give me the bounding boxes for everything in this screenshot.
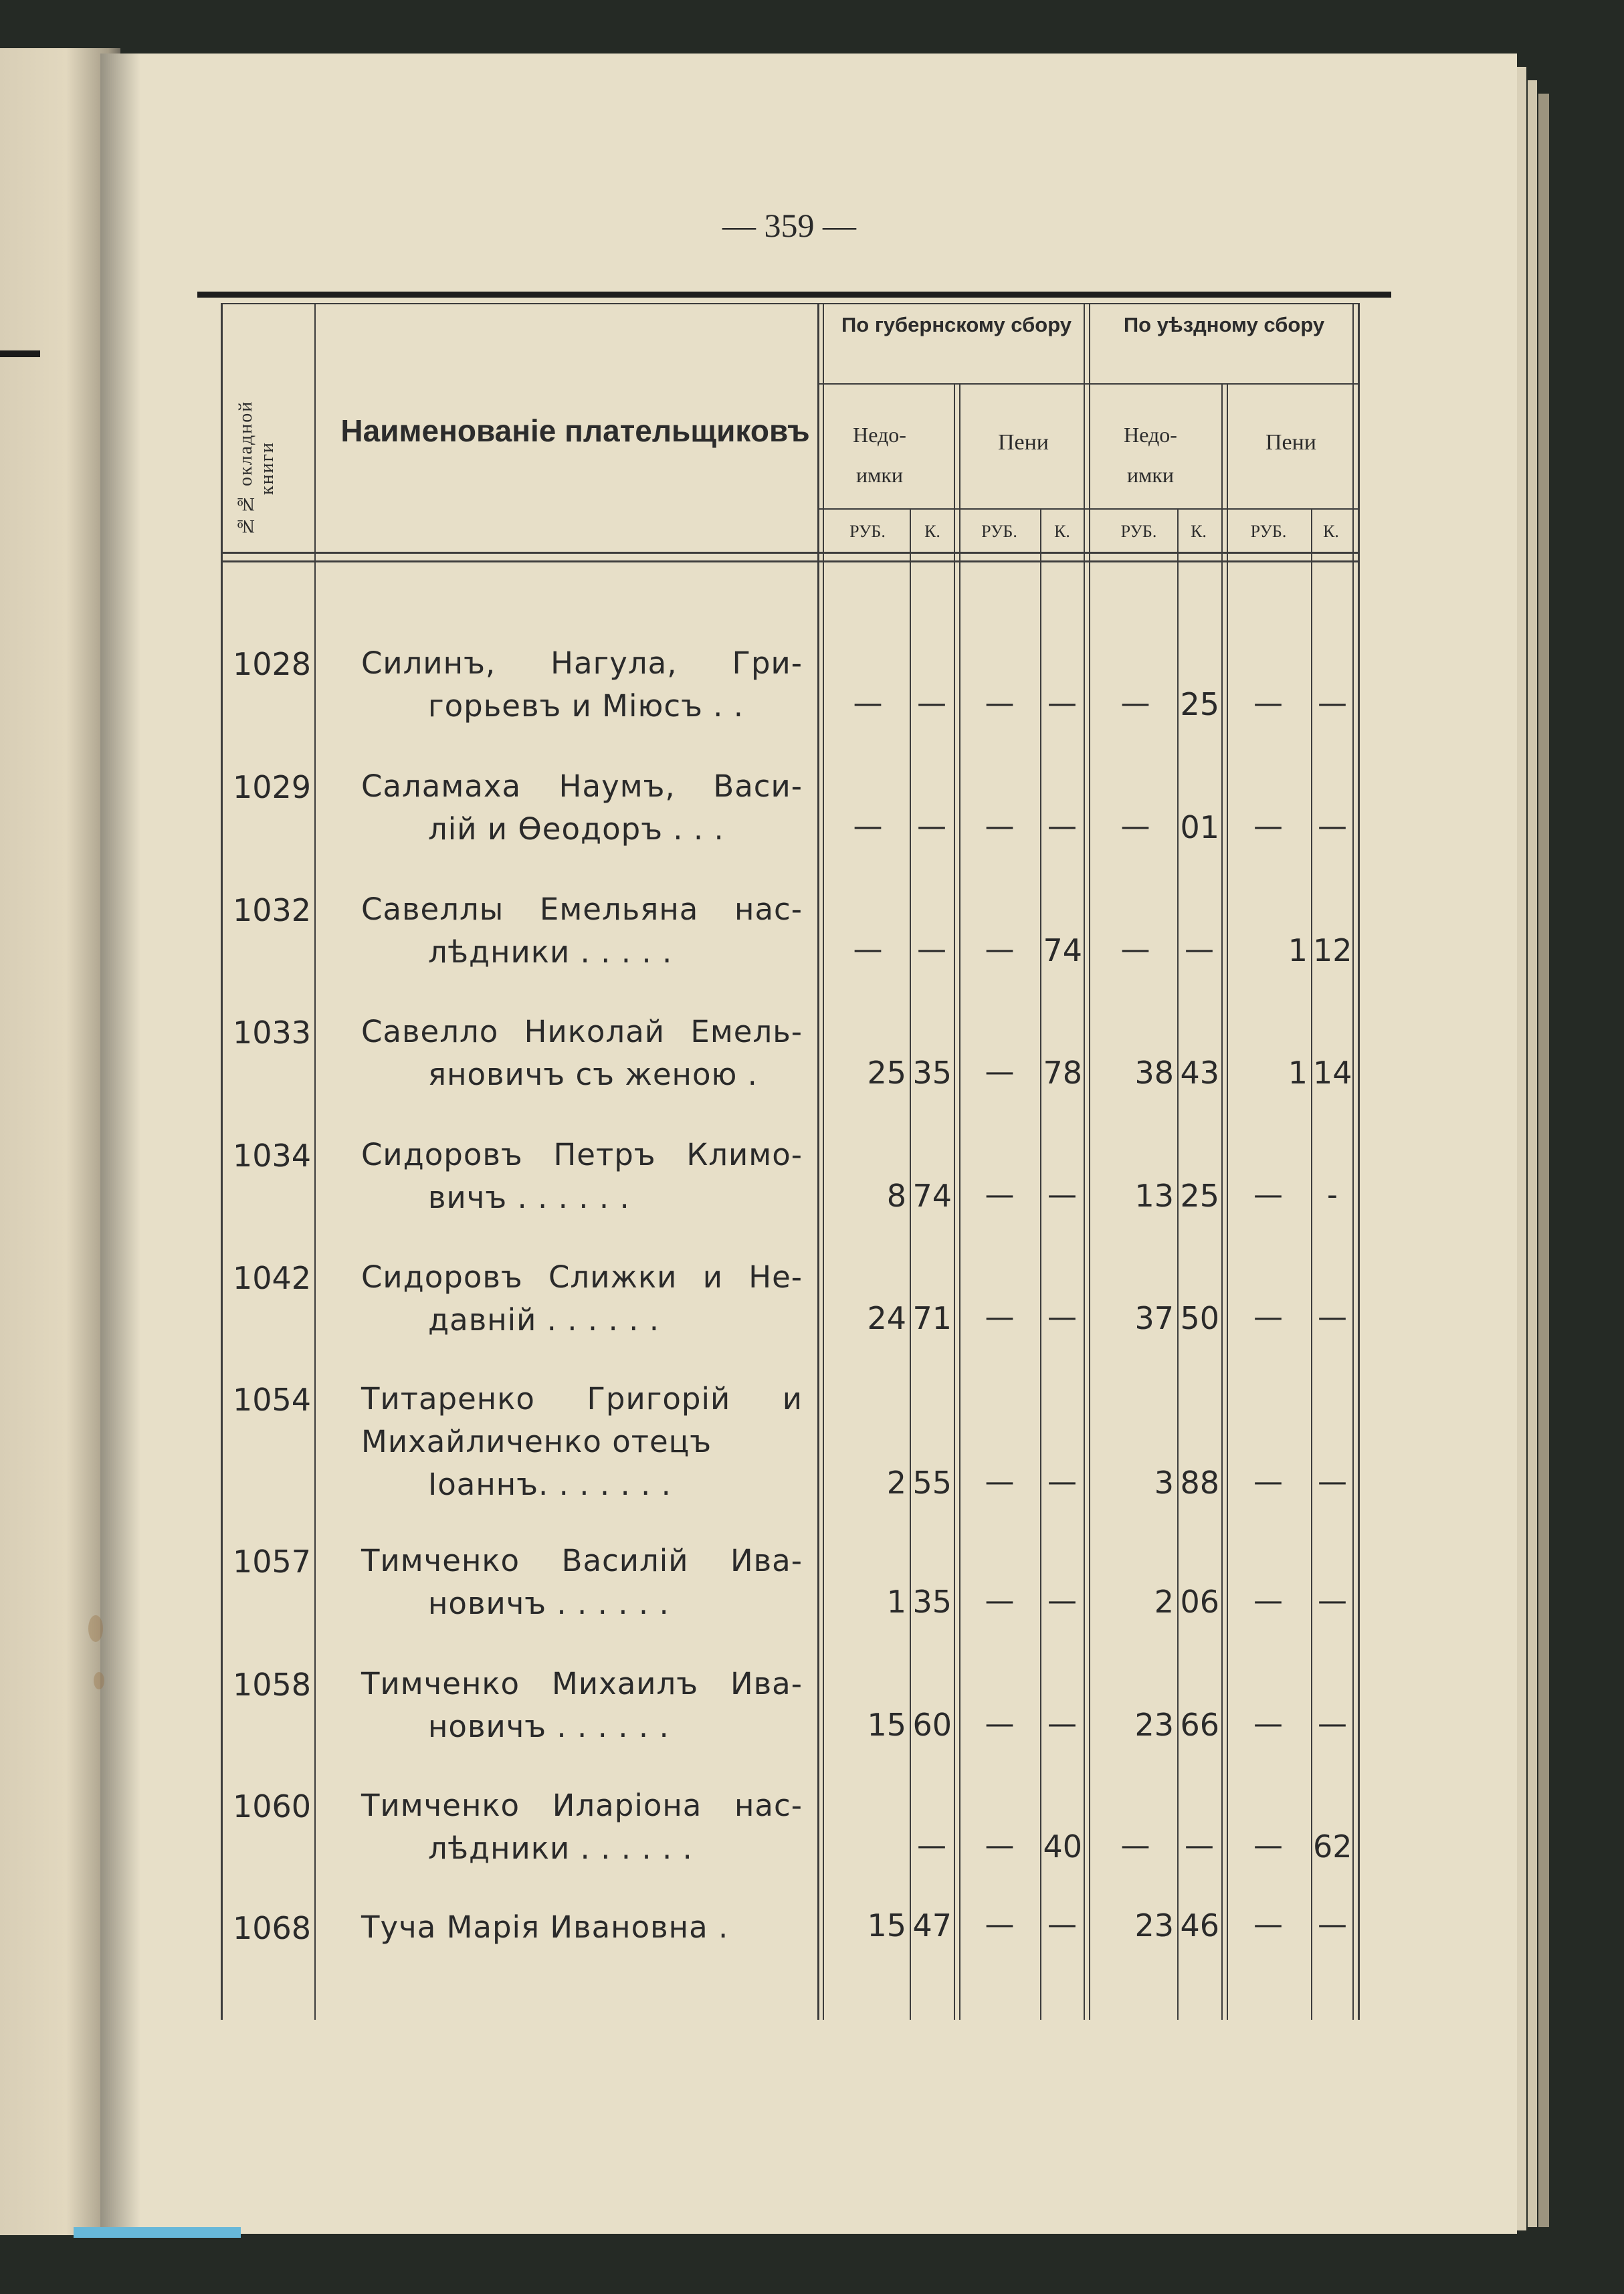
row-amount-cell: 50 bbox=[1180, 1300, 1219, 1336]
table-rule bbox=[1352, 303, 1354, 2020]
table-rule bbox=[221, 552, 1358, 554]
row-amount-cell: — bbox=[1120, 1829, 1150, 1863]
row-amount-cell: — bbox=[985, 1907, 1015, 1942]
table-rule bbox=[817, 303, 819, 2020]
row-amount-cell: 74 bbox=[1043, 932, 1082, 968]
table-rule bbox=[1084, 303, 1085, 2020]
gub-penalty-rub-header: РУБ. bbox=[981, 522, 1017, 541]
row-amount-cell: — bbox=[985, 1055, 1015, 1089]
row-payer-name: Тимченко Василій Ива- bbox=[361, 1543, 803, 1578]
row-amount-cell: — bbox=[1253, 1300, 1283, 1334]
row-payer-name: Савелло Николай Емель- bbox=[361, 1014, 803, 1049]
row-amount-cell: — bbox=[1253, 1465, 1283, 1499]
row-amount-cell: 1 bbox=[886, 1584, 906, 1620]
row-payer-name: Туча Марія Ивановна . bbox=[361, 1909, 729, 1945]
row-amount-cell: 62 bbox=[1313, 1829, 1352, 1865]
row-amount-cell: — bbox=[1318, 809, 1347, 843]
row-amount-cell: — bbox=[1047, 1465, 1077, 1499]
row-amount-cell: — bbox=[1253, 1829, 1283, 1863]
row-amount-cell: — bbox=[917, 686, 946, 720]
row-amount-cell: 40 bbox=[1043, 1829, 1082, 1865]
uezd-penalty-kop-header: К. bbox=[1323, 522, 1339, 541]
table-rule bbox=[1040, 508, 1041, 2020]
row-amount-cell: 88 bbox=[1180, 1465, 1219, 1501]
row-amount-cell: 15 bbox=[867, 1707, 906, 1743]
gub-arrears-kop-header: К. bbox=[924, 522, 940, 541]
table-rule bbox=[314, 303, 316, 2020]
row-amount-cell: 35 bbox=[912, 1584, 952, 1620]
row-amount-cell: — bbox=[917, 809, 946, 843]
table-rule bbox=[221, 303, 223, 2020]
row-amount-cell: 25 bbox=[867, 1055, 906, 1091]
row-amount-cell: — bbox=[1047, 1178, 1077, 1212]
row-book-number: 1028 bbox=[233, 646, 312, 682]
table-rule bbox=[1358, 303, 1360, 2020]
row-book-number: 1042 bbox=[233, 1260, 312, 1296]
row-payer-name: Михайличенко отецъ bbox=[361, 1424, 712, 1459]
gub-penalty-kop-header: К. bbox=[1054, 522, 1070, 541]
table-rule bbox=[817, 508, 1358, 510]
row-amount-cell: — bbox=[1318, 1907, 1347, 1942]
row-amount-cell: - bbox=[1327, 1178, 1338, 1212]
row-book-number: 1029 bbox=[233, 769, 312, 805]
row-amount-cell: — bbox=[985, 1829, 1015, 1863]
table-rule bbox=[954, 383, 955, 2020]
table-rule bbox=[197, 292, 1391, 298]
table-rule bbox=[1089, 303, 1090, 2020]
row-amount-cell: 23 bbox=[1134, 1907, 1174, 1944]
row-book-number: 1054 bbox=[233, 1382, 312, 1418]
gub-arrears-header: Недо- имки bbox=[853, 423, 906, 487]
row-amount-cell: — bbox=[917, 1829, 946, 1863]
row-amount-cell: — bbox=[985, 686, 1015, 720]
row-payer-name: Сидоровъ Слижки и Не- bbox=[361, 1259, 803, 1295]
row-amount-cell: 1 bbox=[1288, 1055, 1308, 1091]
row-amount-cell: 2 bbox=[886, 1465, 906, 1501]
row-payer-name: горьевъ и Міюсъ . . bbox=[428, 688, 744, 724]
table-rule bbox=[221, 560, 1358, 562]
table-rule bbox=[1177, 508, 1179, 2020]
row-amount-cell: — bbox=[985, 1584, 1015, 1618]
row-amount-cell: 12 bbox=[1313, 932, 1352, 968]
row-amount-cell: — bbox=[1253, 809, 1283, 843]
row-amount-cell: 2 bbox=[1154, 1584, 1174, 1620]
row-amount-cell: — bbox=[1318, 686, 1347, 720]
row-amount-cell: 55 bbox=[912, 1465, 952, 1501]
row-amount-cell: 78 bbox=[1043, 1055, 1082, 1091]
gub-arrears-rub-header: РУБ. bbox=[849, 522, 886, 541]
row-amount-cell: — bbox=[1253, 686, 1283, 720]
row-amount-cell: — bbox=[1047, 1300, 1077, 1334]
row-amount-cell: 3 bbox=[1154, 1465, 1174, 1501]
row-payer-name: лѣдники . . . . . bbox=[428, 934, 673, 970]
table-rule bbox=[221, 303, 1358, 304]
row-amount-cell: — bbox=[985, 1707, 1015, 1741]
row-book-number: 1057 bbox=[233, 1544, 312, 1580]
row-amount-cell: — bbox=[1318, 1300, 1347, 1334]
row-amount-cell: — bbox=[1047, 809, 1077, 843]
row-amount-cell: 8 bbox=[886, 1178, 906, 1214]
row-payer-name: Титаренко Григорій и bbox=[361, 1381, 803, 1417]
row-amount-cell: — bbox=[1120, 932, 1150, 966]
row-amount-cell: — bbox=[985, 1178, 1015, 1212]
table-rule bbox=[1311, 508, 1312, 2020]
row-amount-cell: — bbox=[985, 932, 1015, 966]
gubernia-fee-header: По губернскому сбору bbox=[841, 313, 1072, 336]
row-payer-name: Сидоровъ Петръ Климо- bbox=[361, 1137, 803, 1172]
row-amount-cell: 43 bbox=[1180, 1055, 1219, 1091]
uezd-penalty-header: Пени bbox=[1265, 430, 1317, 455]
table-rule bbox=[910, 508, 911, 2020]
row-book-number: 1058 bbox=[233, 1667, 312, 1703]
row-amount-cell: — bbox=[1253, 1584, 1283, 1618]
row-payer-name: вичъ . . . . . . bbox=[428, 1180, 630, 1215]
row-amount-cell: — bbox=[853, 932, 883, 966]
row-amount-cell: — bbox=[1318, 1707, 1347, 1741]
row-book-number: 1034 bbox=[233, 1138, 312, 1174]
row-amount-cell: — bbox=[985, 809, 1015, 843]
row-amount-cell: 38 bbox=[1134, 1055, 1174, 1091]
table-rule bbox=[959, 383, 960, 2020]
row-book-number: 1032 bbox=[233, 892, 312, 928]
row-amount-cell: 66 bbox=[1180, 1707, 1219, 1743]
row-amount-cell: 60 bbox=[912, 1707, 952, 1743]
row-amount-cell: — bbox=[1047, 1907, 1077, 1942]
row-book-number: 1060 bbox=[233, 1788, 312, 1824]
row-amount-cell: 47 bbox=[912, 1907, 952, 1944]
row-amount-cell: — bbox=[1120, 686, 1150, 720]
row-amount-cell: 35 bbox=[912, 1055, 952, 1091]
row-payer-name: яновичъ съ женою . bbox=[428, 1057, 758, 1092]
payer-name-header: Наименованіе плательщиковъ bbox=[340, 413, 810, 448]
row-amount-cell: — bbox=[1047, 1707, 1077, 1741]
row-payer-name: Іоаннъ. . . . . . . bbox=[428, 1467, 672, 1502]
row-amount-cell: — bbox=[1318, 1465, 1347, 1499]
row-payer-name: Савеллы Емельяна нас- bbox=[361, 892, 803, 927]
row-amount-cell: — bbox=[1253, 1178, 1283, 1212]
row-amount-cell: 24 bbox=[867, 1300, 906, 1336]
row-payer-name: Тимченко Михаилъ Ива- bbox=[361, 1666, 803, 1701]
row-payer-name: Тимченко Иларіона нас- bbox=[361, 1788, 803, 1823]
row-amount-cell: — bbox=[1318, 1584, 1347, 1618]
book-number-header: №№ окладной книги bbox=[235, 400, 278, 536]
row-payer-name: Саламаха Наумъ, Васи- bbox=[361, 768, 803, 804]
uezd-arrears-kop-header: К. bbox=[1191, 522, 1207, 541]
row-amount-cell: — bbox=[1185, 932, 1214, 966]
row-amount-cell: 23 bbox=[1134, 1707, 1174, 1743]
row-amount-cell: 06 bbox=[1180, 1584, 1219, 1620]
row-amount-cell: 71 bbox=[912, 1300, 952, 1336]
row-amount-cell: 01 bbox=[1180, 809, 1219, 845]
uezd-arrears-header: Недо- имки bbox=[1124, 423, 1177, 487]
row-amount-cell: — bbox=[1253, 1707, 1283, 1741]
row-payer-name: новичъ . . . . . . bbox=[428, 1709, 670, 1744]
row-amount-cell: — bbox=[1047, 1584, 1077, 1618]
uezd-penalty-rub-header: РУБ. bbox=[1250, 522, 1287, 541]
row-amount-cell: 46 bbox=[1180, 1907, 1219, 1944]
row-payer-name: давній . . . . . . bbox=[428, 1302, 660, 1338]
row-amount-cell: 14 bbox=[1313, 1055, 1352, 1091]
row-amount-cell: — bbox=[1185, 1829, 1214, 1863]
table-rule bbox=[1227, 383, 1228, 2020]
row-amount-cell: — bbox=[1120, 809, 1150, 843]
gub-penalty-header: Пени bbox=[997, 430, 1049, 455]
page-number: — 359 — bbox=[722, 207, 856, 244]
row-amount-cell: 37 bbox=[1134, 1300, 1174, 1336]
row-amount-cell: 1 bbox=[1288, 932, 1308, 968]
row-payer-name: лій и Ѳеодоръ . . . bbox=[428, 811, 724, 847]
row-amount-cell: 25 bbox=[1180, 686, 1219, 722]
row-amount-cell: — bbox=[985, 1465, 1015, 1499]
table-rule bbox=[817, 383, 1358, 385]
row-amount-cell: 15 bbox=[867, 1907, 906, 1944]
row-amount-cell: 74 bbox=[912, 1178, 952, 1214]
row-amount-cell: — bbox=[853, 686, 883, 720]
table-rule bbox=[1221, 383, 1223, 2020]
row-payer-name: Силинъ, Нагула, Гри- bbox=[361, 645, 803, 681]
row-payer-name: лѣдники . . . . . . bbox=[428, 1831, 693, 1866]
uezd-arrears-rub-header: РУБ. bbox=[1120, 522, 1157, 541]
row-amount-cell: — bbox=[1253, 1907, 1283, 1942]
row-amount-cell: — bbox=[985, 1300, 1015, 1334]
row-book-number: 1033 bbox=[233, 1015, 312, 1051]
uezd-fee-header: По уѣздному сбору bbox=[1123, 313, 1325, 336]
row-amount-cell: — bbox=[1047, 686, 1077, 720]
row-book-number: 1068 bbox=[233, 1910, 312, 1946]
row-amount-cell: 25 bbox=[1180, 1178, 1219, 1214]
row-amount-cell: 13 bbox=[1134, 1178, 1174, 1214]
row-amount-cell: — bbox=[853, 809, 883, 843]
row-amount-cell: — bbox=[917, 932, 946, 966]
row-payer-name: новичъ . . . . . . bbox=[428, 1586, 670, 1621]
table-rule bbox=[823, 303, 824, 2020]
